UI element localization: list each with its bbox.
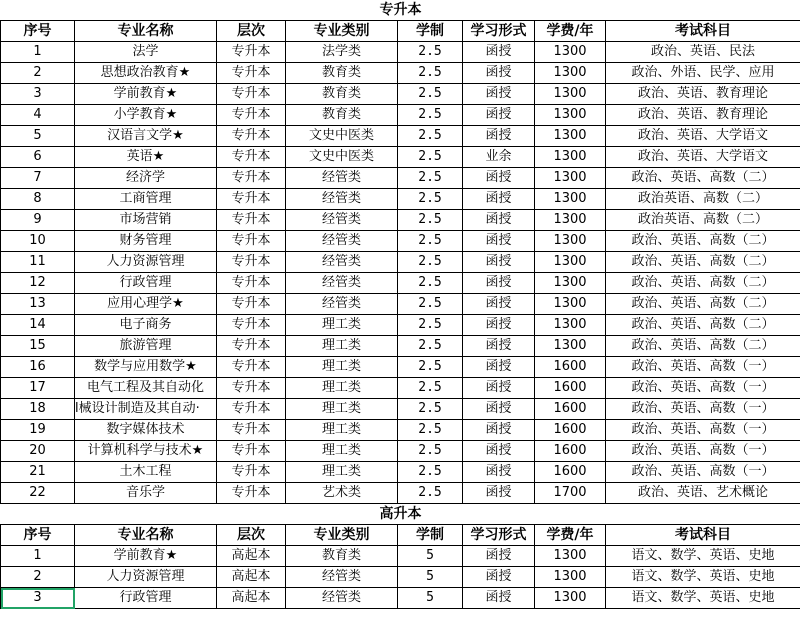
table-row bbox=[1, 84, 800, 105]
level-cell[interactable]: 专升本 bbox=[217, 336, 286, 357]
column-header[interactable]: 学习形式 bbox=[463, 525, 535, 546]
exam-subjects-cell[interactable]: 语文、数学、英语、史地 bbox=[606, 588, 800, 609]
tuition-cell[interactable]: 1700 bbox=[535, 483, 606, 504]
category-cell[interactable]: 经管类 bbox=[286, 189, 398, 210]
tuition-cell[interactable]: 1300 bbox=[535, 336, 606, 357]
table-row bbox=[1, 147, 800, 168]
seq-cell[interactable]: 9 bbox=[1, 210, 75, 231]
exam-subjects-cell[interactable]: 政治英语、高数（二） bbox=[606, 189, 800, 210]
category-cell[interactable]: 理工类 bbox=[286, 420, 398, 441]
seq-cell[interactable]: 13 bbox=[1, 294, 75, 315]
category-cell[interactable]: 理工类 bbox=[286, 462, 398, 483]
column-header[interactable]: 学制 bbox=[398, 21, 463, 42]
seq-cell[interactable]: 20 bbox=[1, 441, 75, 462]
tuition-cell[interactable]: 1300 bbox=[535, 84, 606, 105]
tuition-cell[interactable]: 1300 bbox=[535, 168, 606, 189]
category-cell[interactable]: 教育类 bbox=[286, 105, 398, 126]
major-cell[interactable]: 应用心理学★ bbox=[75, 294, 217, 315]
category-cell[interactable]: 理工类 bbox=[286, 315, 398, 336]
table-row bbox=[1, 399, 800, 420]
level-cell[interactable]: 专升本 bbox=[217, 231, 286, 252]
tuition-cell[interactable]: 1300 bbox=[535, 231, 606, 252]
table-row bbox=[1, 168, 800, 189]
duration-cell[interactable]: 2.5 bbox=[398, 273, 463, 294]
level-cell[interactable]: 高起本 bbox=[217, 567, 286, 588]
seq-cell[interactable]: 14 bbox=[1, 315, 75, 336]
level-cell[interactable]: 专升本 bbox=[217, 378, 286, 399]
major-cell[interactable]: 土木工程 bbox=[75, 462, 217, 483]
duration-cell[interactable]: 2.5 bbox=[398, 252, 463, 273]
category-cell[interactable]: 文史中医类 bbox=[286, 147, 398, 168]
duration-cell[interactable]: 2.5 bbox=[398, 126, 463, 147]
table-row bbox=[1, 567, 800, 588]
exam-subjects-cell[interactable]: 语文、数学、英语、史地 bbox=[606, 567, 800, 588]
exam-subjects-cell[interactable]: 政治、英语、教育理论 bbox=[606, 84, 800, 105]
exam-subjects-cell[interactable]: 政治、英语、艺术概论 bbox=[606, 483, 800, 504]
tuition-cell[interactable]: 1300 bbox=[535, 63, 606, 84]
table-row bbox=[1, 483, 800, 504]
seq-cell[interactable]: 11 bbox=[1, 252, 75, 273]
seq-cell[interactable]: 18 bbox=[1, 399, 75, 420]
duration-cell[interactable]: 5 bbox=[398, 588, 463, 609]
level-cell[interactable]: 专升本 bbox=[217, 273, 286, 294]
category-cell[interactable]: 教育类 bbox=[286, 546, 398, 567]
study-mode-cell[interactable]: 函授 bbox=[463, 567, 535, 588]
study-mode-cell[interactable]: 函授 bbox=[463, 63, 535, 84]
tuition-cell[interactable]: 1300 bbox=[535, 126, 606, 147]
column-header[interactable]: 专业类别 bbox=[286, 525, 398, 546]
table-row bbox=[1, 294, 800, 315]
table-row bbox=[1, 378, 800, 399]
exam-subjects-cell[interactable]: 政治、英语、民法 bbox=[606, 42, 800, 63]
duration-cell[interactable]: 2.5 bbox=[398, 420, 463, 441]
study-mode-cell[interactable]: 函授 bbox=[463, 84, 535, 105]
tuition-cell[interactable]: 1600 bbox=[535, 357, 606, 378]
study-mode-cell[interactable]: 函授 bbox=[463, 399, 535, 420]
major-cell[interactable]: 音乐学 bbox=[75, 483, 217, 504]
level-cell[interactable]: 专升本 bbox=[217, 399, 286, 420]
table-row bbox=[1, 441, 800, 462]
column-header[interactable]: 考试科目 bbox=[606, 21, 800, 42]
tuition-cell[interactable]: 1300 bbox=[535, 315, 606, 336]
table-row bbox=[1, 252, 800, 273]
exam-subjects-cell[interactable]: 政治、英语、大学语文 bbox=[606, 126, 800, 147]
seq-cell[interactable]: 22 bbox=[1, 483, 75, 504]
seq-cell[interactable]: 8 bbox=[1, 189, 75, 210]
major-cell[interactable]: 学前教育★ bbox=[75, 546, 217, 567]
category-cell[interactable]: 理工类 bbox=[286, 357, 398, 378]
tuition-cell[interactable]: 1300 bbox=[535, 273, 606, 294]
tuition-cell[interactable]: 1600 bbox=[535, 462, 606, 483]
seq-cell[interactable]: 1 bbox=[1, 42, 75, 63]
exam-subjects-cell[interactable]: 政治、英语、高数（二） bbox=[606, 336, 800, 357]
major-cell[interactable]: l械设计制造及其自动· bbox=[75, 399, 217, 420]
category-cell[interactable]: 理工类 bbox=[286, 378, 398, 399]
study-mode-cell[interactable]: 函授 bbox=[463, 546, 535, 567]
duration-cell[interactable]: 2.5 bbox=[398, 483, 463, 504]
column-header[interactable]: 学费/年 bbox=[535, 525, 606, 546]
study-mode-cell[interactable]: 函授 bbox=[463, 189, 535, 210]
major-cell[interactable]: 人力资源管理 bbox=[75, 567, 217, 588]
duration-cell[interactable]: 2.5 bbox=[398, 441, 463, 462]
seq-cell[interactable]: 1 bbox=[1, 546, 75, 567]
tuition-cell[interactable]: 1300 bbox=[535, 189, 606, 210]
major-cell[interactable]: 小学教育★ bbox=[75, 105, 217, 126]
major-cell[interactable]: 行政管理 bbox=[75, 588, 217, 609]
tuition-cell[interactable]: 1600 bbox=[535, 420, 606, 441]
exam-subjects-cell[interactable]: 政治、英语、高数（二） bbox=[606, 294, 800, 315]
seq-cell[interactable]: 21 bbox=[1, 462, 75, 483]
column-header[interactable]: 学习形式 bbox=[463, 21, 535, 42]
category-cell[interactable]: 经管类 bbox=[286, 168, 398, 189]
section-title-row bbox=[1, 0, 800, 21]
level-cell[interactable]: 专升本 bbox=[217, 357, 286, 378]
table-row bbox=[1, 210, 800, 231]
table-row bbox=[1, 189, 800, 210]
major-cell[interactable]: 市场营销 bbox=[75, 210, 217, 231]
exam-subjects-cell[interactable]: 政治、英语、高数（二） bbox=[606, 252, 800, 273]
study-mode-cell[interactable]: 函授 bbox=[463, 420, 535, 441]
table-row bbox=[1, 63, 800, 84]
level-cell[interactable]: 专升本 bbox=[217, 84, 286, 105]
level-cell[interactable]: 专升本 bbox=[217, 483, 286, 504]
tuition-cell[interactable]: 1600 bbox=[535, 378, 606, 399]
seq-cell[interactable]: 3 bbox=[1, 588, 75, 609]
level-cell[interactable]: 高起本 bbox=[217, 546, 286, 567]
duration-cell[interactable]: 2.5 bbox=[398, 336, 463, 357]
study-mode-cell[interactable]: 函授 bbox=[463, 357, 535, 378]
duration-cell[interactable]: 2.5 bbox=[398, 399, 463, 420]
column-header[interactable]: 学费/年 bbox=[535, 21, 606, 42]
study-mode-cell[interactable]: 函授 bbox=[463, 126, 535, 147]
exam-subjects-cell[interactable]: 语文、数学、英语、史地 bbox=[606, 546, 800, 567]
seq-cell[interactable]: 7 bbox=[1, 168, 75, 189]
level-cell[interactable]: 专升本 bbox=[217, 441, 286, 462]
tuition-cell[interactable]: 1300 bbox=[535, 546, 606, 567]
study-mode-cell[interactable]: 函授 bbox=[463, 231, 535, 252]
level-cell[interactable]: 专升本 bbox=[217, 126, 286, 147]
exam-subjects-cell[interactable]: 政治、英语、高数（一） bbox=[606, 378, 800, 399]
duration-cell[interactable]: 2.5 bbox=[398, 294, 463, 315]
study-mode-cell[interactable]: 函授 bbox=[463, 105, 535, 126]
level-cell[interactable]: 专升本 bbox=[217, 210, 286, 231]
major-cell[interactable]: 思想政治教育★ bbox=[75, 63, 217, 84]
duration-cell[interactable]: 2.5 bbox=[398, 378, 463, 399]
category-cell[interactable]: 经管类 bbox=[286, 294, 398, 315]
column-header[interactable]: 层次 bbox=[217, 21, 286, 42]
level-cell[interactable]: 专升本 bbox=[217, 105, 286, 126]
duration-cell[interactable]: 2.5 bbox=[398, 357, 463, 378]
table-row bbox=[1, 126, 800, 147]
exam-subjects-cell[interactable]: 政治、英语、高数（一） bbox=[606, 462, 800, 483]
duration-cell[interactable]: 2.5 bbox=[398, 63, 463, 84]
category-cell[interactable]: 艺术类 bbox=[286, 483, 398, 504]
seq-cell[interactable]: 5 bbox=[1, 126, 75, 147]
table-row bbox=[1, 273, 800, 294]
duration-cell[interactable]: 5 bbox=[398, 567, 463, 588]
major-cell[interactable]: 工商管理 bbox=[75, 189, 217, 210]
seq-cell[interactable]: 2 bbox=[1, 567, 75, 588]
column-header[interactable]: 专业名称 bbox=[75, 525, 217, 546]
column-header[interactable]: 专业名称 bbox=[75, 21, 217, 42]
duration-cell[interactable]: 2.5 bbox=[398, 42, 463, 63]
level-cell[interactable]: 专升本 bbox=[217, 147, 286, 168]
study-mode-cell[interactable]: 函授 bbox=[463, 588, 535, 609]
table-row bbox=[1, 357, 800, 378]
major-cell[interactable]: 电子商务 bbox=[75, 315, 217, 336]
seq-cell[interactable]: 2 bbox=[1, 63, 75, 84]
study-mode-cell[interactable]: 函授 bbox=[463, 42, 535, 63]
category-cell[interactable]: 教育类 bbox=[286, 63, 398, 84]
category-cell[interactable]: 理工类 bbox=[286, 399, 398, 420]
level-cell[interactable]: 专升本 bbox=[217, 252, 286, 273]
study-mode-cell[interactable]: 函授 bbox=[463, 168, 535, 189]
duration-cell[interactable]: 2.5 bbox=[398, 168, 463, 189]
exam-subjects-cell[interactable]: 政治、英语、高数（一） bbox=[606, 420, 800, 441]
major-cell[interactable]: 经济学 bbox=[75, 168, 217, 189]
category-cell[interactable]: 经管类 bbox=[286, 273, 398, 294]
category-cell[interactable]: 法学类 bbox=[286, 42, 398, 63]
tuition-cell[interactable]: 1300 bbox=[535, 42, 606, 63]
duration-cell[interactable]: 2.5 bbox=[398, 105, 463, 126]
seq-cell[interactable]: 12 bbox=[1, 273, 75, 294]
tuition-cell[interactable]: 1600 bbox=[535, 399, 606, 420]
tuition-cell[interactable]: 1300 bbox=[535, 567, 606, 588]
tuition-cell[interactable]: 1300 bbox=[535, 294, 606, 315]
tuition-cell[interactable]: 1300 bbox=[535, 252, 606, 273]
study-mode-cell[interactable]: 函授 bbox=[463, 210, 535, 231]
study-mode-cell[interactable]: 函授 bbox=[463, 315, 535, 336]
seq-cell[interactable]: 19 bbox=[1, 420, 75, 441]
table-row bbox=[1, 315, 800, 336]
major-cell[interactable]: 学前教育★ bbox=[75, 84, 217, 105]
header-row bbox=[1, 525, 800, 546]
seq-cell[interactable]: 16 bbox=[1, 357, 75, 378]
major-cell[interactable]: 汉语言文学★ bbox=[75, 126, 217, 147]
tuition-cell[interactable]: 1300 bbox=[535, 147, 606, 168]
level-cell[interactable]: 专升本 bbox=[217, 420, 286, 441]
section-title[interactable]: 高升本 bbox=[1, 504, 800, 525]
category-cell[interactable]: 经管类 bbox=[286, 567, 398, 588]
header-row bbox=[1, 21, 800, 42]
column-header[interactable]: 专业类别 bbox=[286, 21, 398, 42]
duration-cell[interactable]: 2.5 bbox=[398, 462, 463, 483]
seq-cell[interactable]: 3 bbox=[1, 84, 75, 105]
seq-cell[interactable]: 15 bbox=[1, 336, 75, 357]
column-header[interactable]: 序号 bbox=[1, 21, 75, 42]
major-cell[interactable]: 数字媒体技术 bbox=[75, 420, 217, 441]
seq-cell[interactable]: 10 bbox=[1, 231, 75, 252]
seq-cell[interactable]: 6 bbox=[1, 147, 75, 168]
exam-subjects-cell[interactable]: 政治、英语、高数（二） bbox=[606, 231, 800, 252]
exam-subjects-cell[interactable]: 政治、英语、高数（一） bbox=[606, 399, 800, 420]
column-header[interactable]: 序号 bbox=[1, 525, 75, 546]
category-cell[interactable]: 文史中医类 bbox=[286, 126, 398, 147]
exam-subjects-cell[interactable]: 政治、英语、大学语文 bbox=[606, 147, 800, 168]
duration-cell[interactable]: 2.5 bbox=[398, 84, 463, 105]
exam-subjects-cell[interactable]: 政治、英语、高数（二） bbox=[606, 315, 800, 336]
duration-cell[interactable]: 2.5 bbox=[398, 147, 463, 168]
exam-subjects-cell[interactable]: 政治、外语、民学、应用 bbox=[606, 63, 800, 84]
major-cell[interactable]: 人力资源管理 bbox=[75, 252, 217, 273]
major-cell[interactable]: 电气工程及其自动化 bbox=[75, 378, 217, 399]
study-mode-cell[interactable]: 函授 bbox=[463, 336, 535, 357]
category-cell[interactable]: 经管类 bbox=[286, 210, 398, 231]
major-cell[interactable]: 计算机科学与技术★ bbox=[75, 441, 217, 462]
column-header[interactable]: 学制 bbox=[398, 525, 463, 546]
table-row bbox=[1, 336, 800, 357]
level-cell[interactable]: 专升本 bbox=[217, 462, 286, 483]
level-cell[interactable]: 专升本 bbox=[217, 189, 286, 210]
table-row bbox=[1, 588, 800, 609]
column-header[interactable]: 考试科目 bbox=[606, 525, 800, 546]
study-mode-cell[interactable]: 函授 bbox=[463, 462, 535, 483]
study-mode-cell[interactable]: 函授 bbox=[463, 252, 535, 273]
duration-cell[interactable]: 2.5 bbox=[398, 189, 463, 210]
level-cell[interactable]: 专升本 bbox=[217, 294, 286, 315]
major-cell[interactable]: 行政管理 bbox=[75, 273, 217, 294]
study-mode-cell[interactable]: 函授 bbox=[463, 483, 535, 504]
exam-subjects-cell[interactable]: 政治、英语、高数（二） bbox=[606, 273, 800, 294]
table-row bbox=[1, 105, 800, 126]
table-row bbox=[1, 462, 800, 483]
duration-cell[interactable]: 5 bbox=[398, 546, 463, 567]
duration-cell[interactable]: 2.5 bbox=[398, 231, 463, 252]
major-cell[interactable]: 财务管理 bbox=[75, 231, 217, 252]
study-mode-cell[interactable]: 函授 bbox=[463, 378, 535, 399]
level-cell[interactable]: 专升本 bbox=[217, 63, 286, 84]
category-cell[interactable]: 经管类 bbox=[286, 588, 398, 609]
tuition-cell[interactable]: 1300 bbox=[535, 588, 606, 609]
section-title[interactable]: 专升本 bbox=[1, 0, 800, 21]
exam-subjects-cell[interactable]: 政治、英语、高数（二） bbox=[606, 168, 800, 189]
category-cell[interactable]: 经管类 bbox=[286, 252, 398, 273]
seq-cell[interactable]: 4 bbox=[1, 105, 75, 126]
level-cell[interactable]: 专升本 bbox=[217, 168, 286, 189]
exam-subjects-cell[interactable]: 政治、英语、高数（一） bbox=[606, 441, 800, 462]
category-cell[interactable]: 教育类 bbox=[286, 84, 398, 105]
duration-cell[interactable]: 2.5 bbox=[398, 210, 463, 231]
column-header[interactable]: 层次 bbox=[217, 525, 286, 546]
study-mode-cell[interactable]: 函授 bbox=[463, 441, 535, 462]
table-row bbox=[1, 231, 800, 252]
section-title-row bbox=[1, 504, 800, 525]
tuition-cell[interactable]: 1300 bbox=[535, 105, 606, 126]
category-cell[interactable]: 理工类 bbox=[286, 441, 398, 462]
level-cell[interactable]: 专升本 bbox=[217, 42, 286, 63]
seq-cell[interactable]: 17 bbox=[1, 378, 75, 399]
major-cell[interactable]: 英语★ bbox=[75, 147, 217, 168]
duration-cell[interactable]: 2.5 bbox=[398, 315, 463, 336]
exam-subjects-cell[interactable]: 政治、英语、教育理论 bbox=[606, 105, 800, 126]
tuition-cell[interactable]: 1600 bbox=[535, 441, 606, 462]
exam-subjects-cell[interactable]: 政治英语、高数（二） bbox=[606, 210, 800, 231]
level-cell[interactable]: 专升本 bbox=[217, 315, 286, 336]
study-mode-cell[interactable]: 函授 bbox=[463, 294, 535, 315]
table-row bbox=[1, 42, 800, 63]
category-cell[interactable]: 经管类 bbox=[286, 231, 398, 252]
level-cell[interactable]: 高起本 bbox=[217, 588, 286, 609]
exam-subjects-cell[interactable]: 政治、英语、高数（一） bbox=[606, 357, 800, 378]
major-cell[interactable]: 旅游管理 bbox=[75, 336, 217, 357]
tuition-cell[interactable]: 1300 bbox=[535, 210, 606, 231]
study-mode-cell[interactable]: 函授 bbox=[463, 273, 535, 294]
table-row bbox=[1, 420, 800, 441]
category-cell[interactable]: 理工类 bbox=[286, 336, 398, 357]
major-cell[interactable]: 法学 bbox=[75, 42, 217, 63]
study-mode-cell[interactable]: 业余 bbox=[463, 147, 535, 168]
major-cell[interactable]: 数学与应用数学★ bbox=[75, 357, 217, 378]
table-row bbox=[1, 546, 800, 567]
